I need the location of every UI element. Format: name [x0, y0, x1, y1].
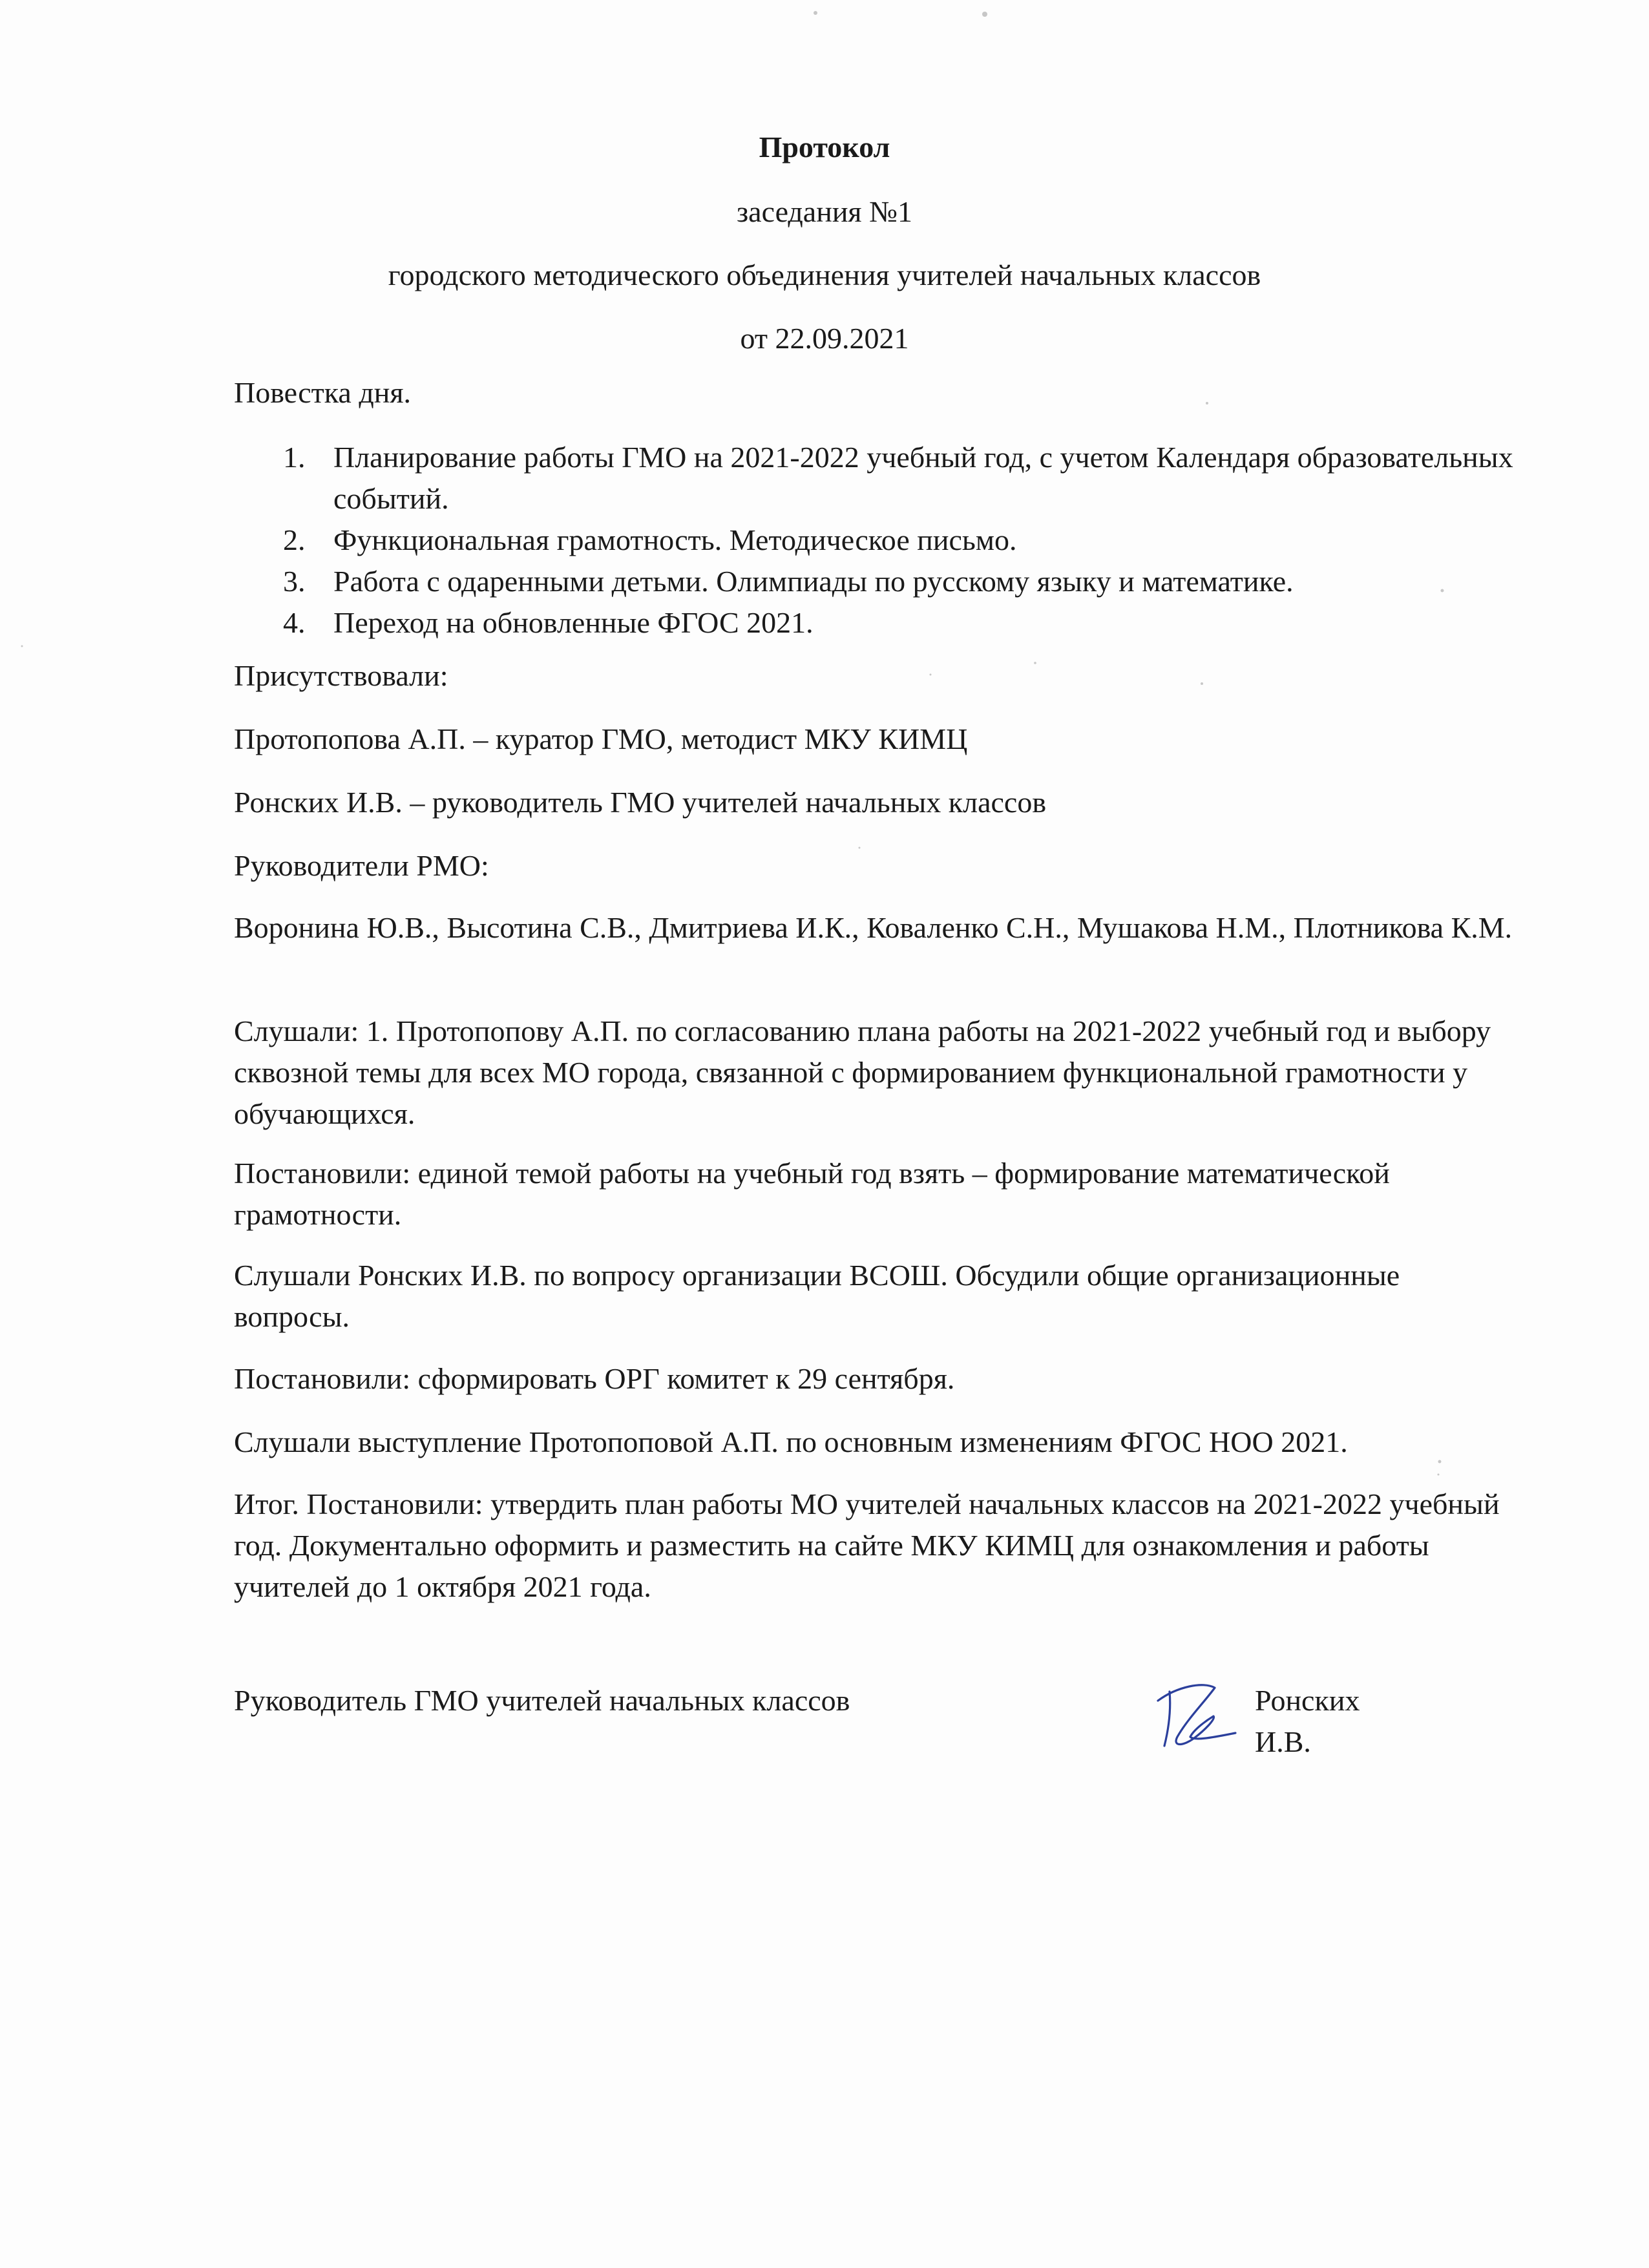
agenda-item: [234, 437, 1513, 520]
heard-paragraph-2: Слушали Ронских И.В. по вопросу организации ВСОШ. Обсудили общие организационные вопросы.: [234, 1259, 1400, 1333]
agenda-heading: Повестка дня.: [234, 376, 412, 409]
decision-paragraph-1: Постановили: единой темой работы на учебный год взять – формирование математической грамотности.: [234, 1157, 1390, 1231]
agenda-item-number: 1.: [283, 441, 306, 474]
signature-row: [234, 1680, 1360, 1758]
agenda-list: [234, 437, 1513, 644]
rmo-members: Воронина Ю.В., Высотина С.В., Дмитриева И.К., Коваленко С.Н., Мушакова Н.М., Плотникова К.М.: [234, 911, 1513, 944]
heard-paragraph-1: Слушали: 1. Протопопову А.П. по согласованию плана работы на 2021-2022 учебный год и выбору сквозной темы для всех МО города, связанной с формированием функциональной грамотности у обучающихся.: [234, 1014, 1491, 1130]
attendee-curator: Протопопова А.П. – куратор ГМО, методист МКУ КИМЦ: [234, 722, 968, 755]
agenda-item-text: Работа с одаренными детьми. Олимпиады по русскому языку и математике.: [333, 565, 1294, 598]
agenda-item-number: 3.: [283, 565, 306, 598]
meeting-date: от 22.09.2021: [740, 322, 909, 355]
meeting-number: заседания №1: [737, 195, 912, 228]
attendance-heading: Присутствовали:: [234, 659, 448, 692]
agenda-item: [234, 520, 1513, 561]
agenda-item-number: 4.: [283, 606, 306, 639]
handwritten-signature: [1132, 1662, 1248, 1759]
agenda-item-text: Переход на обновленные ФГОС 2021.: [333, 606, 814, 639]
attendee-head: Ронских И.В. – руководитель ГМО учителей начальных классов: [234, 786, 1047, 819]
agenda-item: [234, 561, 1513, 602]
signatory-role: Руководитель ГМО учителей начальных классов: [234, 1684, 850, 1717]
result-paragraph: Итог. Постановили: утвердить план работы МО учителей начальных классов на 2021-2022 учебный год. Документально оформить и разместить на сайте МКУ КИМЦ для ознакомления и работы учителей до 1 октября 2021 года.: [234, 1487, 1500, 1603]
heard-paragraph-3: Слушали выступление Протопоповой А.П. по основным изменениям ФГОС НОО 2021.: [234, 1425, 1348, 1458]
agenda-item-number: 2.: [283, 523, 306, 556]
document-title: Протокол: [759, 131, 890, 163]
signatory-name: Ронских И.В.: [1255, 1684, 1360, 1758]
decision-paragraph-2: Постановили: сформировать ОРГ комитет к 29 сентября.: [234, 1362, 955, 1395]
agenda-item-text: Планирование работы ГМО на 2021-2022 учебный год, с учетом Календаря образовательных событий.: [333, 441, 1513, 515]
organization-name: городского методического объединения учителей начальных классов: [388, 258, 1261, 291]
agenda-item: [234, 602, 1513, 644]
agenda-item-text: Функциональная грамотность. Методическое письмо.: [333, 523, 1017, 556]
rmo-heading: Руководители РМО:: [234, 849, 489, 882]
